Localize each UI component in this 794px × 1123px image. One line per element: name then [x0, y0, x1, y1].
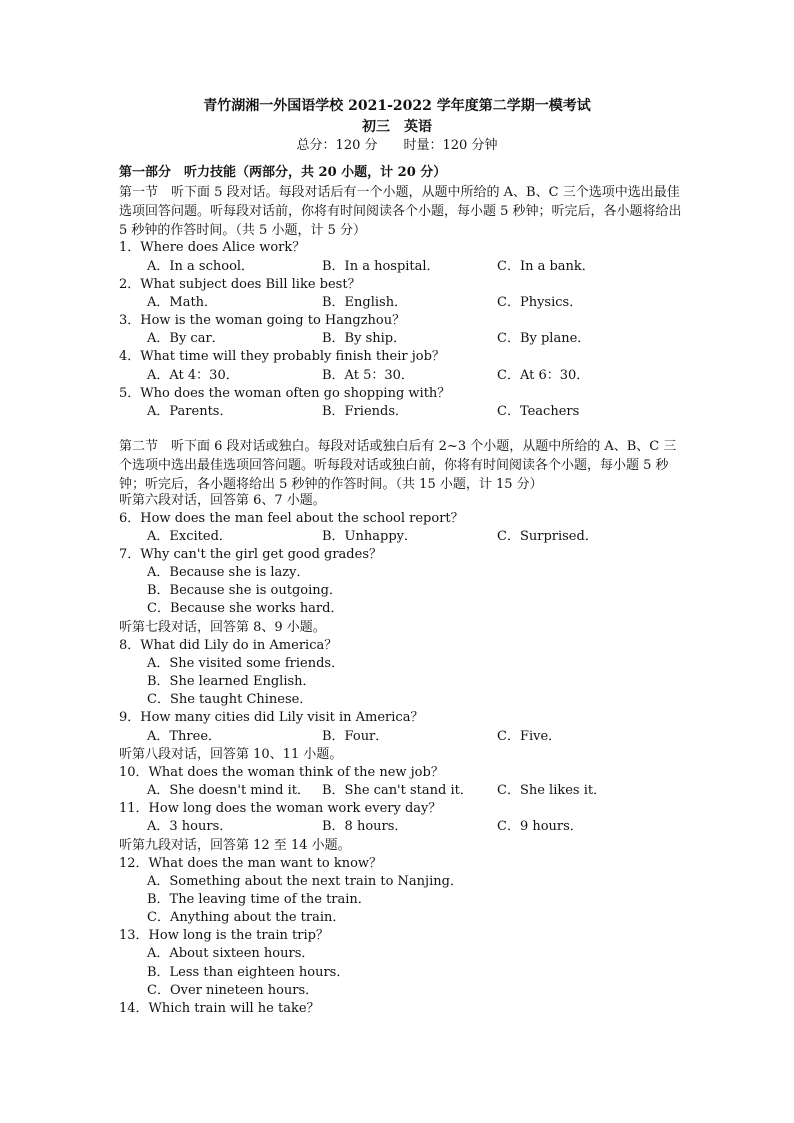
q6-option-b: B．Unhappy．	[322, 529, 417, 544]
question-14: 14．Which train will he take？	[119, 1001, 320, 1016]
q8-option-c: C．She taught Chinese．	[147, 692, 313, 707]
question-3: 3．How is the woman going to Hangzhou？	[119, 313, 406, 328]
group-heading-8: 听第八段对话，回答第 10、11 小题。	[119, 747, 343, 762]
time-limit: 时量：120 分钟	[403, 138, 498, 153]
group-heading-6: 听第六段对话，回答第 6、7 小题。	[119, 493, 326, 508]
q8-option-a: A．She visited some friends．	[147, 656, 345, 671]
q6-option-c: C．Surprised．	[497, 529, 598, 544]
q11-option-c: C．9 hours．	[497, 819, 583, 834]
q3-option-c: C．By plane．	[497, 331, 591, 346]
q4-option-b: B．At 5：30．	[322, 368, 414, 383]
question-1: 1．Where does Alice work？	[119, 240, 306, 255]
exam-meta	[0, 134, 794, 153]
q5-option-b: B．Friends．	[322, 404, 409, 419]
q12-option-c: C．Anything about the train．	[147, 910, 346, 925]
q1-option-b: B．In a hospital．	[322, 259, 440, 274]
q7-option-c: C．Because she works hard．	[147, 601, 344, 616]
question-13: 13．How long is the train trip？	[119, 928, 329, 943]
question-9: 9．How many cities did Lily visit in America？	[119, 710, 424, 725]
question-10: 10．What does the woman think of the new job？	[119, 765, 444, 780]
q13-option-c: C．Over nineteen hours．	[147, 983, 319, 998]
q10-option-b: B．She can't stand it．	[322, 783, 473, 798]
q11-option-a: A．3 hours．	[147, 819, 233, 834]
q4-option-a: A．At 4：30．	[147, 368, 239, 383]
question-4: 4．What time will they probably finish their job？	[119, 349, 445, 364]
question-8: 8．What did Lily do in America？	[119, 638, 338, 653]
q7-option-b: B．Because she is outgoing．	[147, 583, 342, 598]
q9-option-a: A．Three．	[147, 729, 222, 744]
question-12: 12．What does the man want to know？	[119, 856, 383, 871]
q8-option-b: B．She learned English．	[147, 674, 316, 689]
q12-option-a: A．Something about the next train to Nanjing．	[147, 874, 463, 889]
q1-option-a: A．In a school．	[147, 259, 255, 274]
q5-option-a: A．Parents．	[147, 404, 233, 419]
question-6: 6．How does the man feel about the school report？	[119, 511, 464, 526]
q9-option-b: B．Four．	[322, 729, 389, 744]
section2-instructions: 第二节 听下面 6 段对话或独白。每段对话或独白后有 2~3 个小题，从题中所给的 A、B、C 三个选项中选出最佳选项回答问题。听每段对话或独白前，你将有时间阅读各个小题，每小题 5 秒钟；听完后，各小题将给出 5 秒钟的作答时间。（共 15 小题，计 15 分）	[119, 439, 677, 492]
q13-option-a: A．About sixteen hours．	[147, 946, 315, 961]
group-heading-9: 听第九段对话，回答第 12 至 14 小题。	[119, 838, 351, 853]
q11-option-b: B．8 hours．	[322, 819, 408, 834]
question-5: 5．Who does the woman often go shopping with？	[119, 386, 451, 401]
q9-option-c: C．Five．	[497, 729, 562, 744]
q10-option-c: C．She likes it．	[497, 783, 607, 798]
group-heading-7: 听第七段对话，回答第 8、9 小题。	[119, 620, 326, 635]
q3-option-a: A．By car．	[147, 331, 225, 346]
q1-option-c: C．In a bank．	[497, 259, 595, 274]
exam-subtitle: 初三 英语	[362, 119, 432, 135]
part1-heading: 第一部分 听力技能（两部分，共 20 小题，计 20 分）	[119, 165, 447, 180]
q12-option-b: B．The leaving time of the train．	[147, 892, 371, 907]
question-11: 11．How long does the woman work every day？	[119, 801, 442, 816]
question-7: 7．Why can't the girl get good grades？	[119, 547, 382, 562]
q7-option-a: A．Because she is lazy．	[147, 565, 310, 580]
exam-title: 青竹湖湘一外国语学校 2021-2022 学年度第二学期一模考试	[203, 98, 591, 114]
question-2: 2．What subject does Bill like best？	[119, 277, 361, 292]
q10-option-a: A．She doesn't mind it．	[147, 783, 311, 798]
q13-option-b: B．Less than eighteen hours．	[147, 965, 350, 980]
q6-option-a: A．Excited．	[147, 529, 232, 544]
q4-option-c: C．At 6：30．	[497, 368, 590, 383]
total-score: 总分：120 分	[296, 138, 378, 153]
q5-option-c: C．Teachers	[497, 404, 580, 419]
q2-option-c: C．Physics．	[497, 295, 583, 310]
q3-option-b: B．By ship．	[322, 331, 407, 346]
q2-option-b: B．English．	[322, 295, 408, 310]
q2-option-a: A．Math．	[147, 295, 218, 310]
section1-instructions: 第一节 听下面 5 段对话。每段对话后有一个小题，从题中所给的 A、B、C 三个选项中选出最佳选项回答问题。听每段对话前，你将有时间阅读各个小题，每小题 5 秒钟；听完后，各小题将给出 5 秒钟的作答时间。（共 5 小题，计 5 分）	[119, 185, 682, 238]
